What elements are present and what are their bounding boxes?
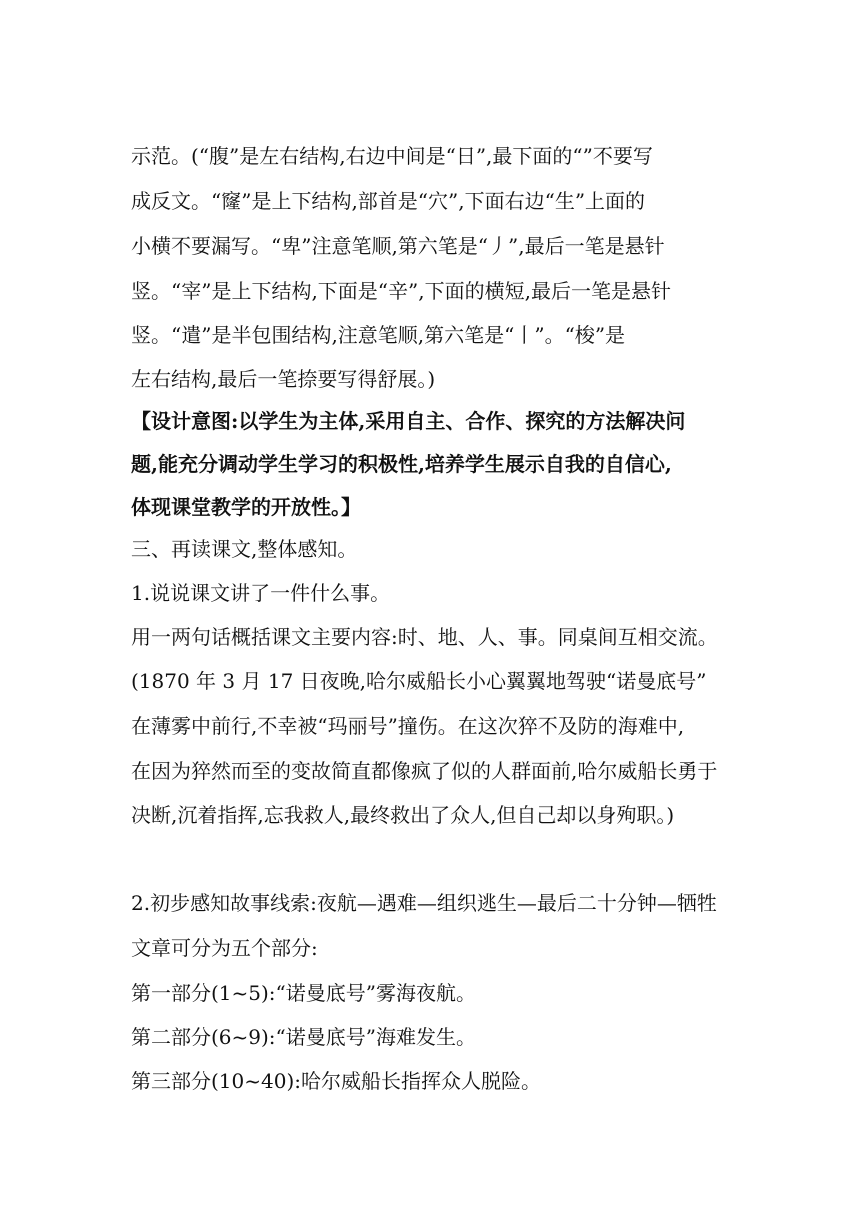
- paragraph-line: 竖。“遣”是半包围结构,注意笔顺,第六笔是“丨”。“梭”是: [131, 323, 626, 347]
- item-body-line: (1870 年 3 月 17 日夜晚,哈尔威船长小心翼翼地驾驶“诺曼底号”: [131, 669, 707, 693]
- item-body-line: 决断,沉着指挥,忘我救人,最终救出了众人,但自己却以身殉职。): [131, 803, 675, 827]
- paragraph-line: 左右结构,最后一笔捺要写得舒展。): [131, 367, 436, 391]
- design-intent-line: 【设计意图:以学生为主体,采用自主、合作、探究的方法解决问: [131, 409, 686, 433]
- design-intent-line: 体现课堂教学的开放性。】: [131, 495, 361, 519]
- item-body-line: 在薄雾中前行,不幸被“玛丽号”撞伤。在这次猝不及防的海难中,: [131, 714, 685, 738]
- list-item: 第二部分(6~9):“诺曼底号”海难发生。: [131, 1025, 476, 1049]
- paragraph-line: 小横不要漏写。“卑”注意笔顺,第六笔是“丿”,最后一笔是悬针: [131, 234, 665, 258]
- design-intent-line: 题,能充分调动学生学习的积极性,培养学生展示自我的自信心,: [131, 452, 672, 476]
- list-item: 第三部分(10~40):哈尔威船长指挥众人脱险。: [131, 1069, 541, 1093]
- paragraph-line: 示范。(“腹”是左右结构,右边中间是“日”,最下面的“”不要写: [131, 144, 653, 168]
- list-item: 第一部分(1~5):“诺曼底号”雾海夜航。: [131, 981, 476, 1005]
- item-body-line: 在因为猝然而至的变故简直都像疯了似的人群面前,哈尔威船长勇于: [131, 759, 718, 783]
- paragraph-line: 成反文。“窿”是上下结构,部首是“穴”,下面右边“生”上面的: [131, 189, 646, 213]
- item-heading: 1.说说课文讲了一件什么事。: [131, 581, 391, 605]
- paragraph-line: 竖。“宰”是上下结构,下面是“辛”,下面的横短,最后一笔是悬针: [131, 279, 671, 303]
- item-intro: 文章可分为五个部分:: [131, 936, 318, 960]
- section-heading: 三、再读课文,整体感知。: [131, 537, 358, 561]
- item-body-line: 用一两句话概括课文主要内容:时、地、人、事。同桌间互相交流。: [131, 625, 718, 649]
- item-heading: 2.初步感知故事线索:夜航—遇难—组织逃生—最后二十分钟—牺牲: [131, 891, 717, 915]
